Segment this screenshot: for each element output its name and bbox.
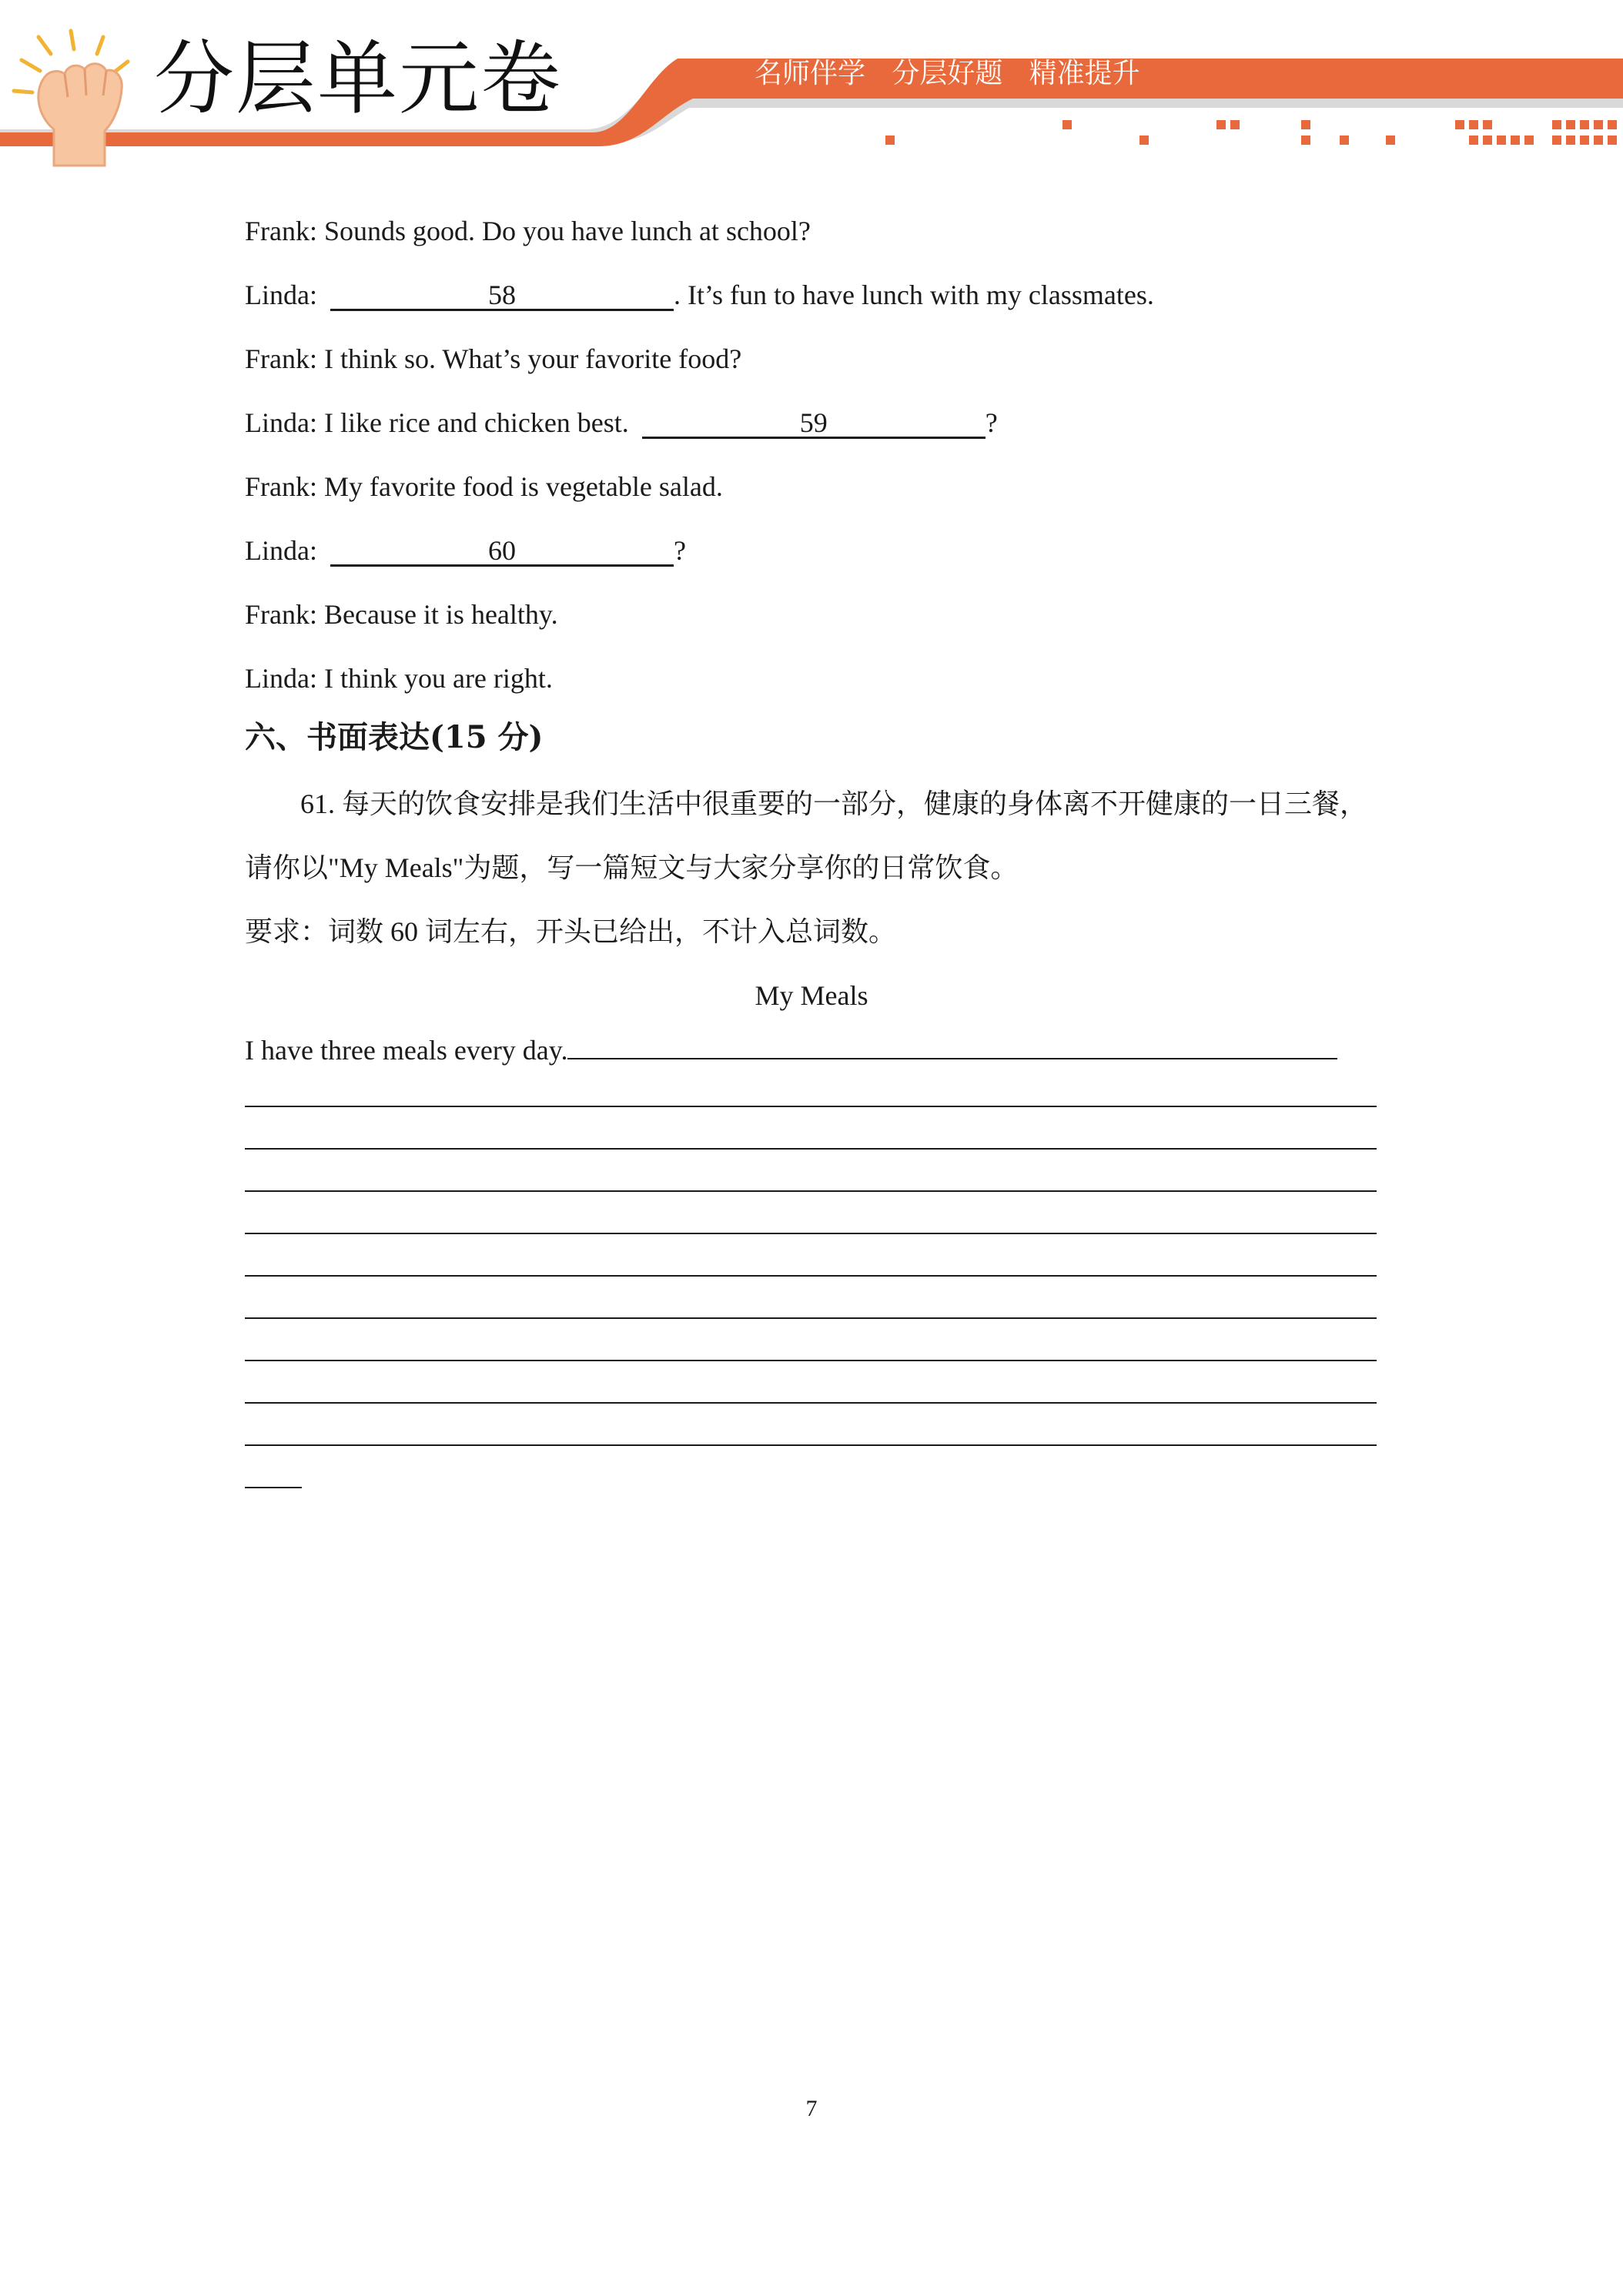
writing-line[interactable] bbox=[245, 1444, 1377, 1446]
brand-title: 分层单元卷 bbox=[154, 32, 563, 126]
dialogue-line: Frank: Sounds good. Do you have lunch at school? bbox=[245, 216, 811, 246]
answer-blank-60[interactable] bbox=[330, 537, 674, 567]
essay-title: My Meals bbox=[755, 980, 868, 1011]
writing-line[interactable] bbox=[245, 1275, 1377, 1277]
writing-line[interactable] bbox=[245, 1190, 1377, 1192]
blank-number: 59 bbox=[799, 407, 828, 438]
writing-prompt: 请你以"My Meals"为题，写一篇短文与大家分享你的日常饮食。 bbox=[245, 852, 1019, 883]
dialogue-line bbox=[245, 537, 686, 567]
blank-number: 58 bbox=[487, 279, 516, 310]
dialogue-line bbox=[245, 409, 998, 439]
essay-opening bbox=[245, 1036, 1337, 1064]
writing-line[interactable] bbox=[245, 1402, 1377, 1404]
page-number: 7 bbox=[805, 2096, 818, 2121]
answer-blank-58[interactable] bbox=[330, 281, 674, 311]
dialogue-text: Linda: I like rice and chicken best. bbox=[245, 407, 629, 438]
dialogue-line bbox=[245, 281, 1154, 311]
writing-line[interactable] bbox=[245, 1317, 1377, 1319]
answer-blank-59[interactable] bbox=[642, 409, 986, 439]
dialogue-line: Linda: I think you are right. bbox=[245, 663, 553, 694]
blank-number: 60 bbox=[487, 535, 516, 566]
dialogue-text: . It’s fun to have lunch with my classmates. bbox=[673, 279, 1154, 310]
writing-line[interactable] bbox=[567, 1058, 1337, 1059]
writing-line[interactable] bbox=[245, 1360, 1377, 1361]
speaker-label: Linda: bbox=[245, 535, 317, 566]
speaker-label: Linda: bbox=[245, 279, 317, 310]
slogan: 名师伴学 分层好题 精准提升 bbox=[755, 58, 1140, 89]
writing-line[interactable] bbox=[245, 1148, 1377, 1150]
dialogue-line: Frank: I think so. What’s your favorite food? bbox=[245, 343, 742, 374]
dialogue-line: Frank: My favorite food is vegetable salad. bbox=[245, 471, 723, 502]
writing-line[interactable] bbox=[245, 1233, 1377, 1234]
essay-opening-text: I have three meals every day. bbox=[245, 1035, 568, 1066]
dialogue-text: ? bbox=[673, 535, 686, 566]
writing-line[interactable] bbox=[245, 1106, 1377, 1107]
writing-line[interactable] bbox=[245, 1487, 302, 1488]
header-banner bbox=[0, 0, 1623, 177]
section-title: 六、书面表达(15 分) bbox=[245, 719, 544, 755]
dialogue-text: ? bbox=[985, 407, 998, 438]
writing-requirement: 要求：词数 60 词左右，开头已给出，不计入总词数。 bbox=[245, 916, 897, 947]
dialogue-line: Frank: Because it is healthy. bbox=[245, 599, 558, 630]
writing-prompt: 61. 每天的饮食安排是我们生活中很重要的一部分，健康的身体离不开健康的一日三餐， bbox=[300, 788, 1368, 819]
